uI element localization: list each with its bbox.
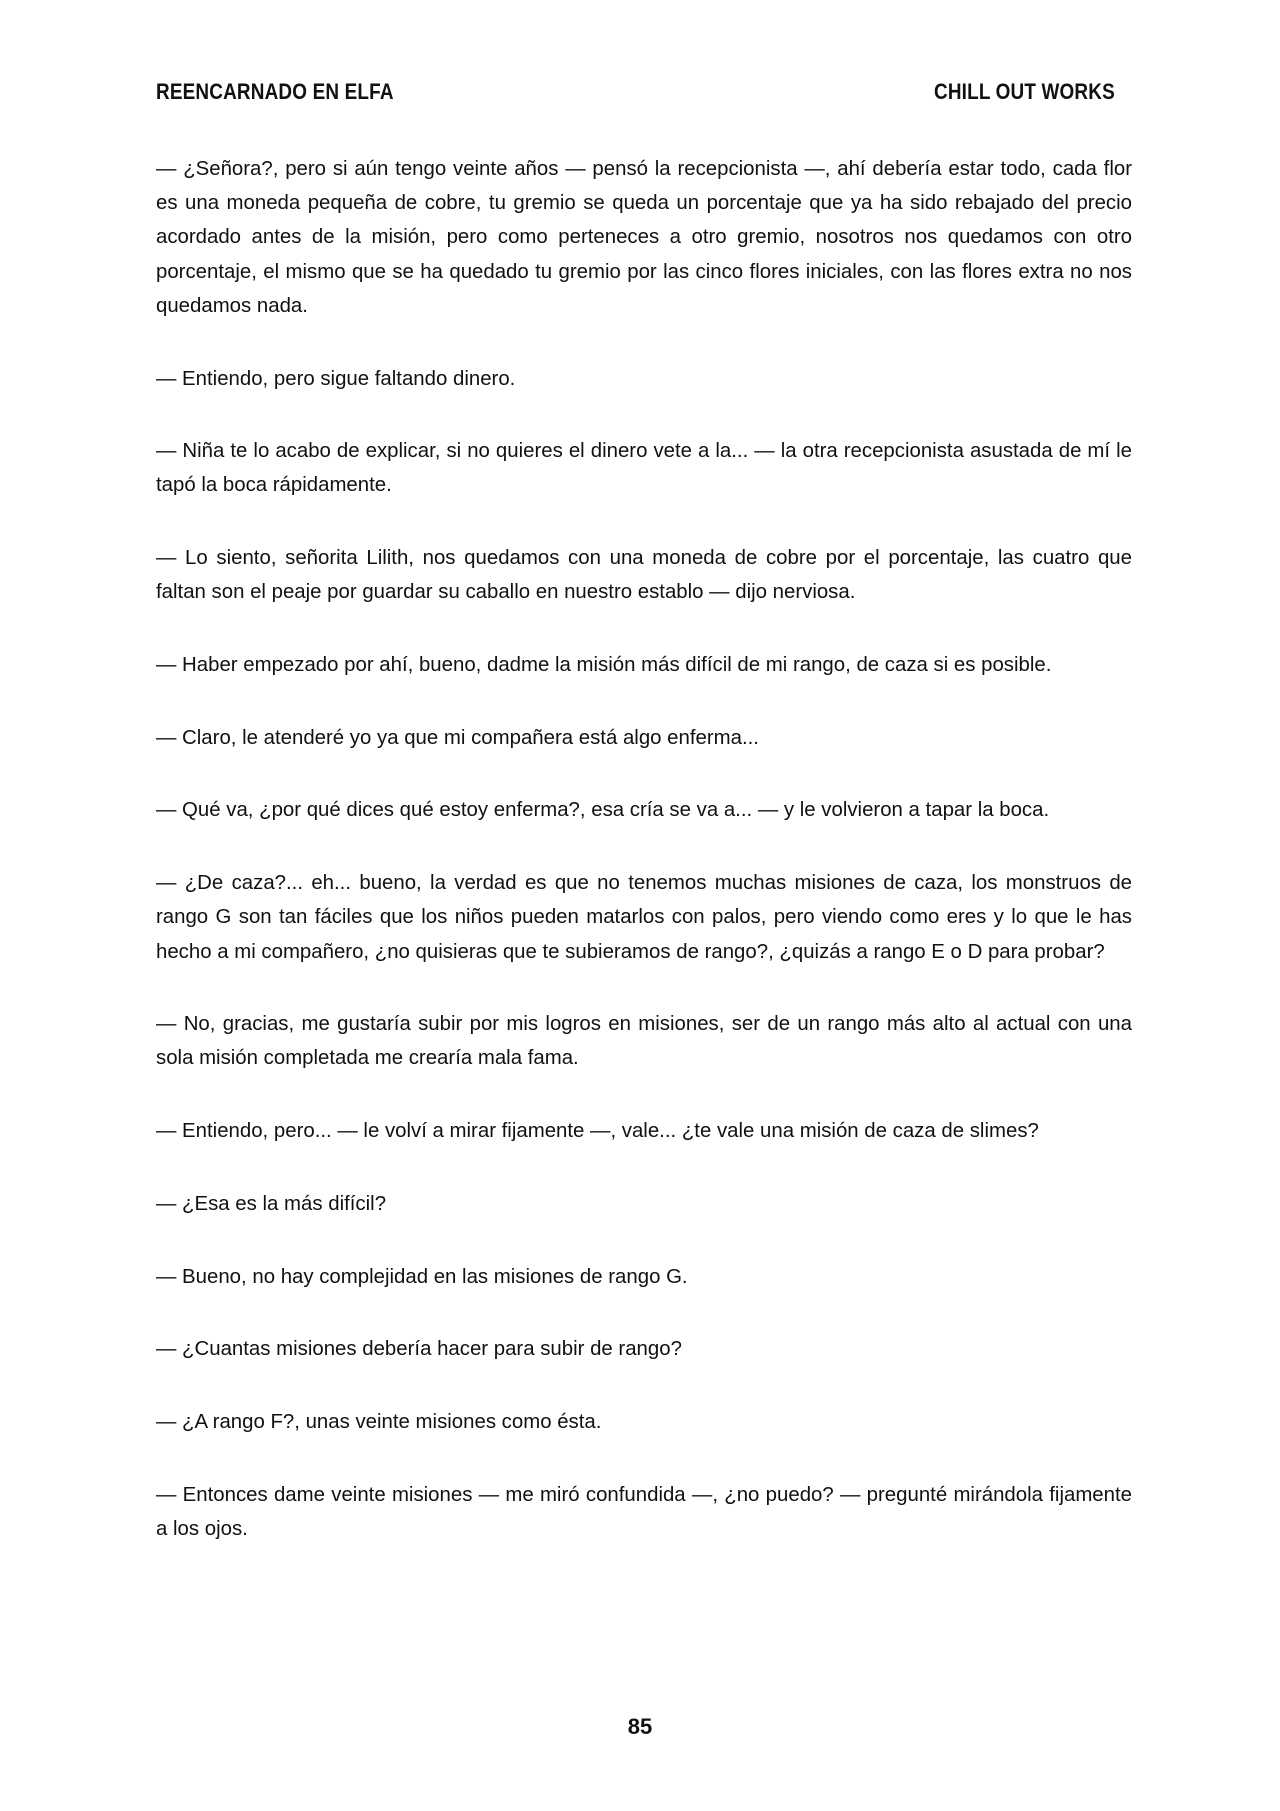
page-number: 85: [627, 1714, 653, 1739]
paragraph: — Haber empezado por ahí, bueno, dadme la misión más difícil de mi rango, de caza si es posible.: [156, 654, 1052, 677]
page-header: [156, 76, 1115, 108]
paragraph: — Entiendo, pero sigue faltando dinero.: [156, 367, 516, 390]
paragraph: — ¿Señora?, pero si aún tengo veinte años — pensó la recepcionista —, ahí debería estar todo, cada flor es una moneda pequeña de cobre, tu gremio se queda un porcentaje que ya ha sido rebajado del precio acordado antes de la misión, pero como perteneces a otro gremio, nosotros nos quedamos con otro porcentaje, el mismo que se ha quedado tu gremio por las cinco flores iniciales, con las flores extra no nos quedamos nada.: [156, 158, 1132, 317]
paragraph: — ¿Cuantas misiones debería hacer para subir de rango?: [156, 1338, 682, 1361]
publisher-name: CHILL OUT WORKS: [933, 79, 1115, 104]
paragraph: — ¿A rango F?, unas veinte misiones como ésta.: [156, 1410, 602, 1433]
paragraph: — Niña te lo acabo de explicar, si no quieres el dinero vete a la... — la otra recepcionista asustada de mí le tapó la boca rápidamente.: [156, 440, 1132, 497]
paragraph: — Lo siento, señorita Lilith, nos quedamos con una moneda de cobre por el porcentaje, las cuatro que faltan son el peaje por guardar su caballo en nuestro establo — dijo nerviosa.: [156, 547, 1132, 604]
paragraph: — Qué va, ¿por qué dices qué estoy enferma?, esa cría se va a... — y le volvieron a tapar la boca.: [156, 799, 1050, 822]
paragraph: — No, gracias, me gustaría subir por mis logros en misiones, ser de un rango más alto al actual con una sola misión completada me crearía mala fama.: [156, 1013, 1132, 1070]
paragraph: — Claro, le atenderé yo ya que mi compañera está algo enferma...: [156, 726, 759, 749]
paragraph: — ¿De caza?... eh... bueno, la verdad es que no tenemos muchas misiones de caza, los monstruos de rango G son tan fáciles que los niños pueden matarlos con palos, pero viendo como eres y lo que le has hecho a mi compañero, ¿no quisieras que te subieramos de rango?, ¿quizás a rango E o D para probar?: [156, 872, 1132, 963]
paragraph: — Entiendo, pero... — le volví a mirar fijamente —, vale... ¿te vale una misión de caza de slimes?: [156, 1120, 1039, 1143]
book-title: REENCARNADO EN ELFA: [156, 79, 394, 104]
paragraph: — Entonces dame veinte misiones — me miró confundida —, ¿no puedo? — pregunté mirándola fijamente a los ojos.: [156, 1483, 1132, 1540]
paragraph: — ¿Esa es la más difícil?: [156, 1192, 387, 1215]
page-body: [156, 152, 1132, 1585]
paragraph: — Bueno, no hay complejidad en las misiones de rango G.: [156, 1265, 688, 1288]
